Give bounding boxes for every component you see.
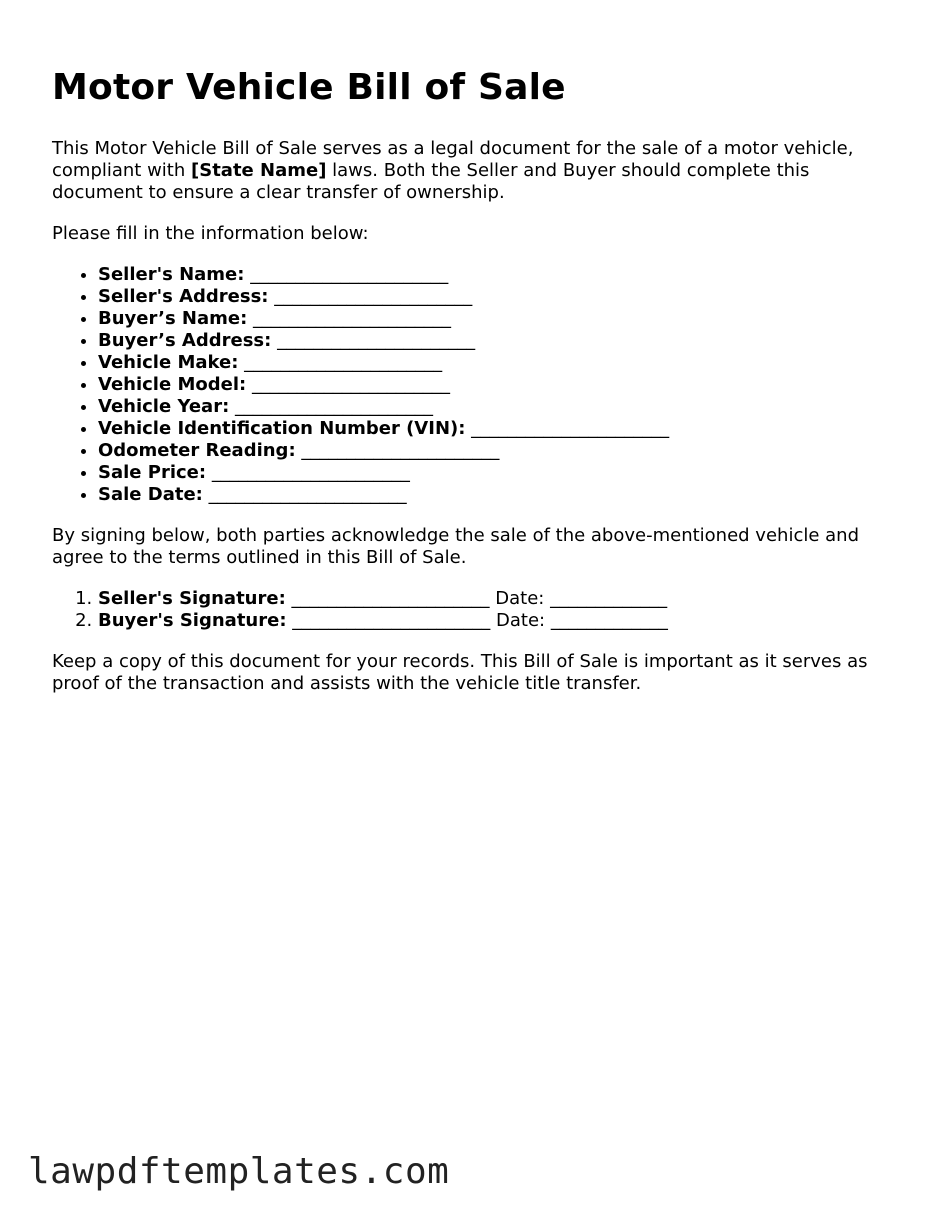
field-vehicle-year	[98, 396, 902, 418]
field-odometer-reading	[98, 440, 902, 462]
field-blank[interactable]: ______________________	[471, 418, 670, 439]
field-list	[52, 264, 902, 506]
field-buyers-name	[98, 308, 902, 330]
field-label: Sale Price:	[98, 462, 207, 483]
closing-paragraph: Keep a copy of this document for your records. This Bill of Sale is important as it serves as proof of the transaction and assists with the vehicle title transfer.	[52, 651, 868, 694]
field-blank[interactable]: ______________________	[244, 352, 443, 373]
field-vin	[98, 418, 902, 440]
date-blank[interactable]: _____________	[550, 588, 668, 609]
field-label: Sale Date:	[98, 484, 203, 505]
intro-paragraph	[52, 138, 902, 204]
field-label: Vehicle Year:	[98, 396, 230, 417]
field-buyers-address	[98, 330, 902, 352]
field-blank[interactable]: ______________________	[235, 396, 433, 417]
field-label: Buyer’s Address:	[98, 330, 272, 351]
signature-label: Seller's Signature:	[98, 588, 286, 609]
signature-blank[interactable]: ______________________	[292, 610, 491, 631]
field-sale-date	[98, 484, 902, 506]
field-blank[interactable]: ______________________	[277, 330, 476, 351]
signature-buyer	[98, 610, 902, 632]
fill-prompt: Please fill in the information below:	[52, 223, 369, 244]
date-label: Date:	[496, 610, 546, 631]
field-vehicle-model	[98, 374, 902, 396]
acknowledgement-paragraph: By signing below, both parties acknowledge the sale of the above-mentioned vehicle and agree to the terms outlined in this Bill of Sale.	[52, 525, 860, 568]
field-sellers-address	[98, 286, 902, 308]
field-blank[interactable]: ______________________	[250, 264, 449, 285]
field-vehicle-make	[98, 352, 902, 374]
state-name-placeholder: [State Name]	[191, 160, 327, 181]
field-blank[interactable]: ______________________	[211, 462, 410, 483]
field-label: Seller's Address:	[98, 286, 269, 307]
field-label: Odometer Reading:	[98, 440, 296, 461]
signature-label: Buyer's Signature:	[98, 610, 287, 631]
field-sellers-name	[98, 264, 902, 286]
field-blank[interactable]: ______________________	[251, 374, 450, 395]
signature-blank[interactable]: ______________________	[291, 588, 490, 609]
field-blank[interactable]: ______________________	[253, 308, 452, 329]
date-blank[interactable]: _____________	[550, 610, 668, 631]
field-label: Buyer’s Name:	[98, 308, 248, 329]
site-watermark: lawpdftemplates.com	[28, 1151, 450, 1192]
document-title: Motor Vehicle Bill of Sale	[52, 67, 566, 108]
document-page	[52, 64, 902, 695]
field-blank[interactable]: ______________________	[274, 286, 473, 307]
field-blank[interactable]: ______________________	[301, 440, 500, 461]
field-blank[interactable]: ______________________	[208, 484, 407, 505]
field-label: Vehicle Identification Number (VIN):	[98, 418, 466, 439]
intro-text-after: laws. Both the Seller and Buyer should complete this document to ensure a clear transfer of ownership.	[52, 160, 810, 203]
field-label: Vehicle Make:	[98, 352, 239, 373]
field-label: Seller's Name:	[98, 264, 245, 285]
field-sale-price	[98, 462, 902, 484]
signature-list	[52, 588, 902, 632]
field-label: Vehicle Model:	[98, 374, 247, 395]
signature-seller	[98, 588, 902, 610]
intro-text-before: This Motor Vehicle Bill of Sale serves as a legal document for the sale of a motor vehicle, compliant with	[52, 138, 854, 181]
date-label: Date:	[495, 588, 545, 609]
